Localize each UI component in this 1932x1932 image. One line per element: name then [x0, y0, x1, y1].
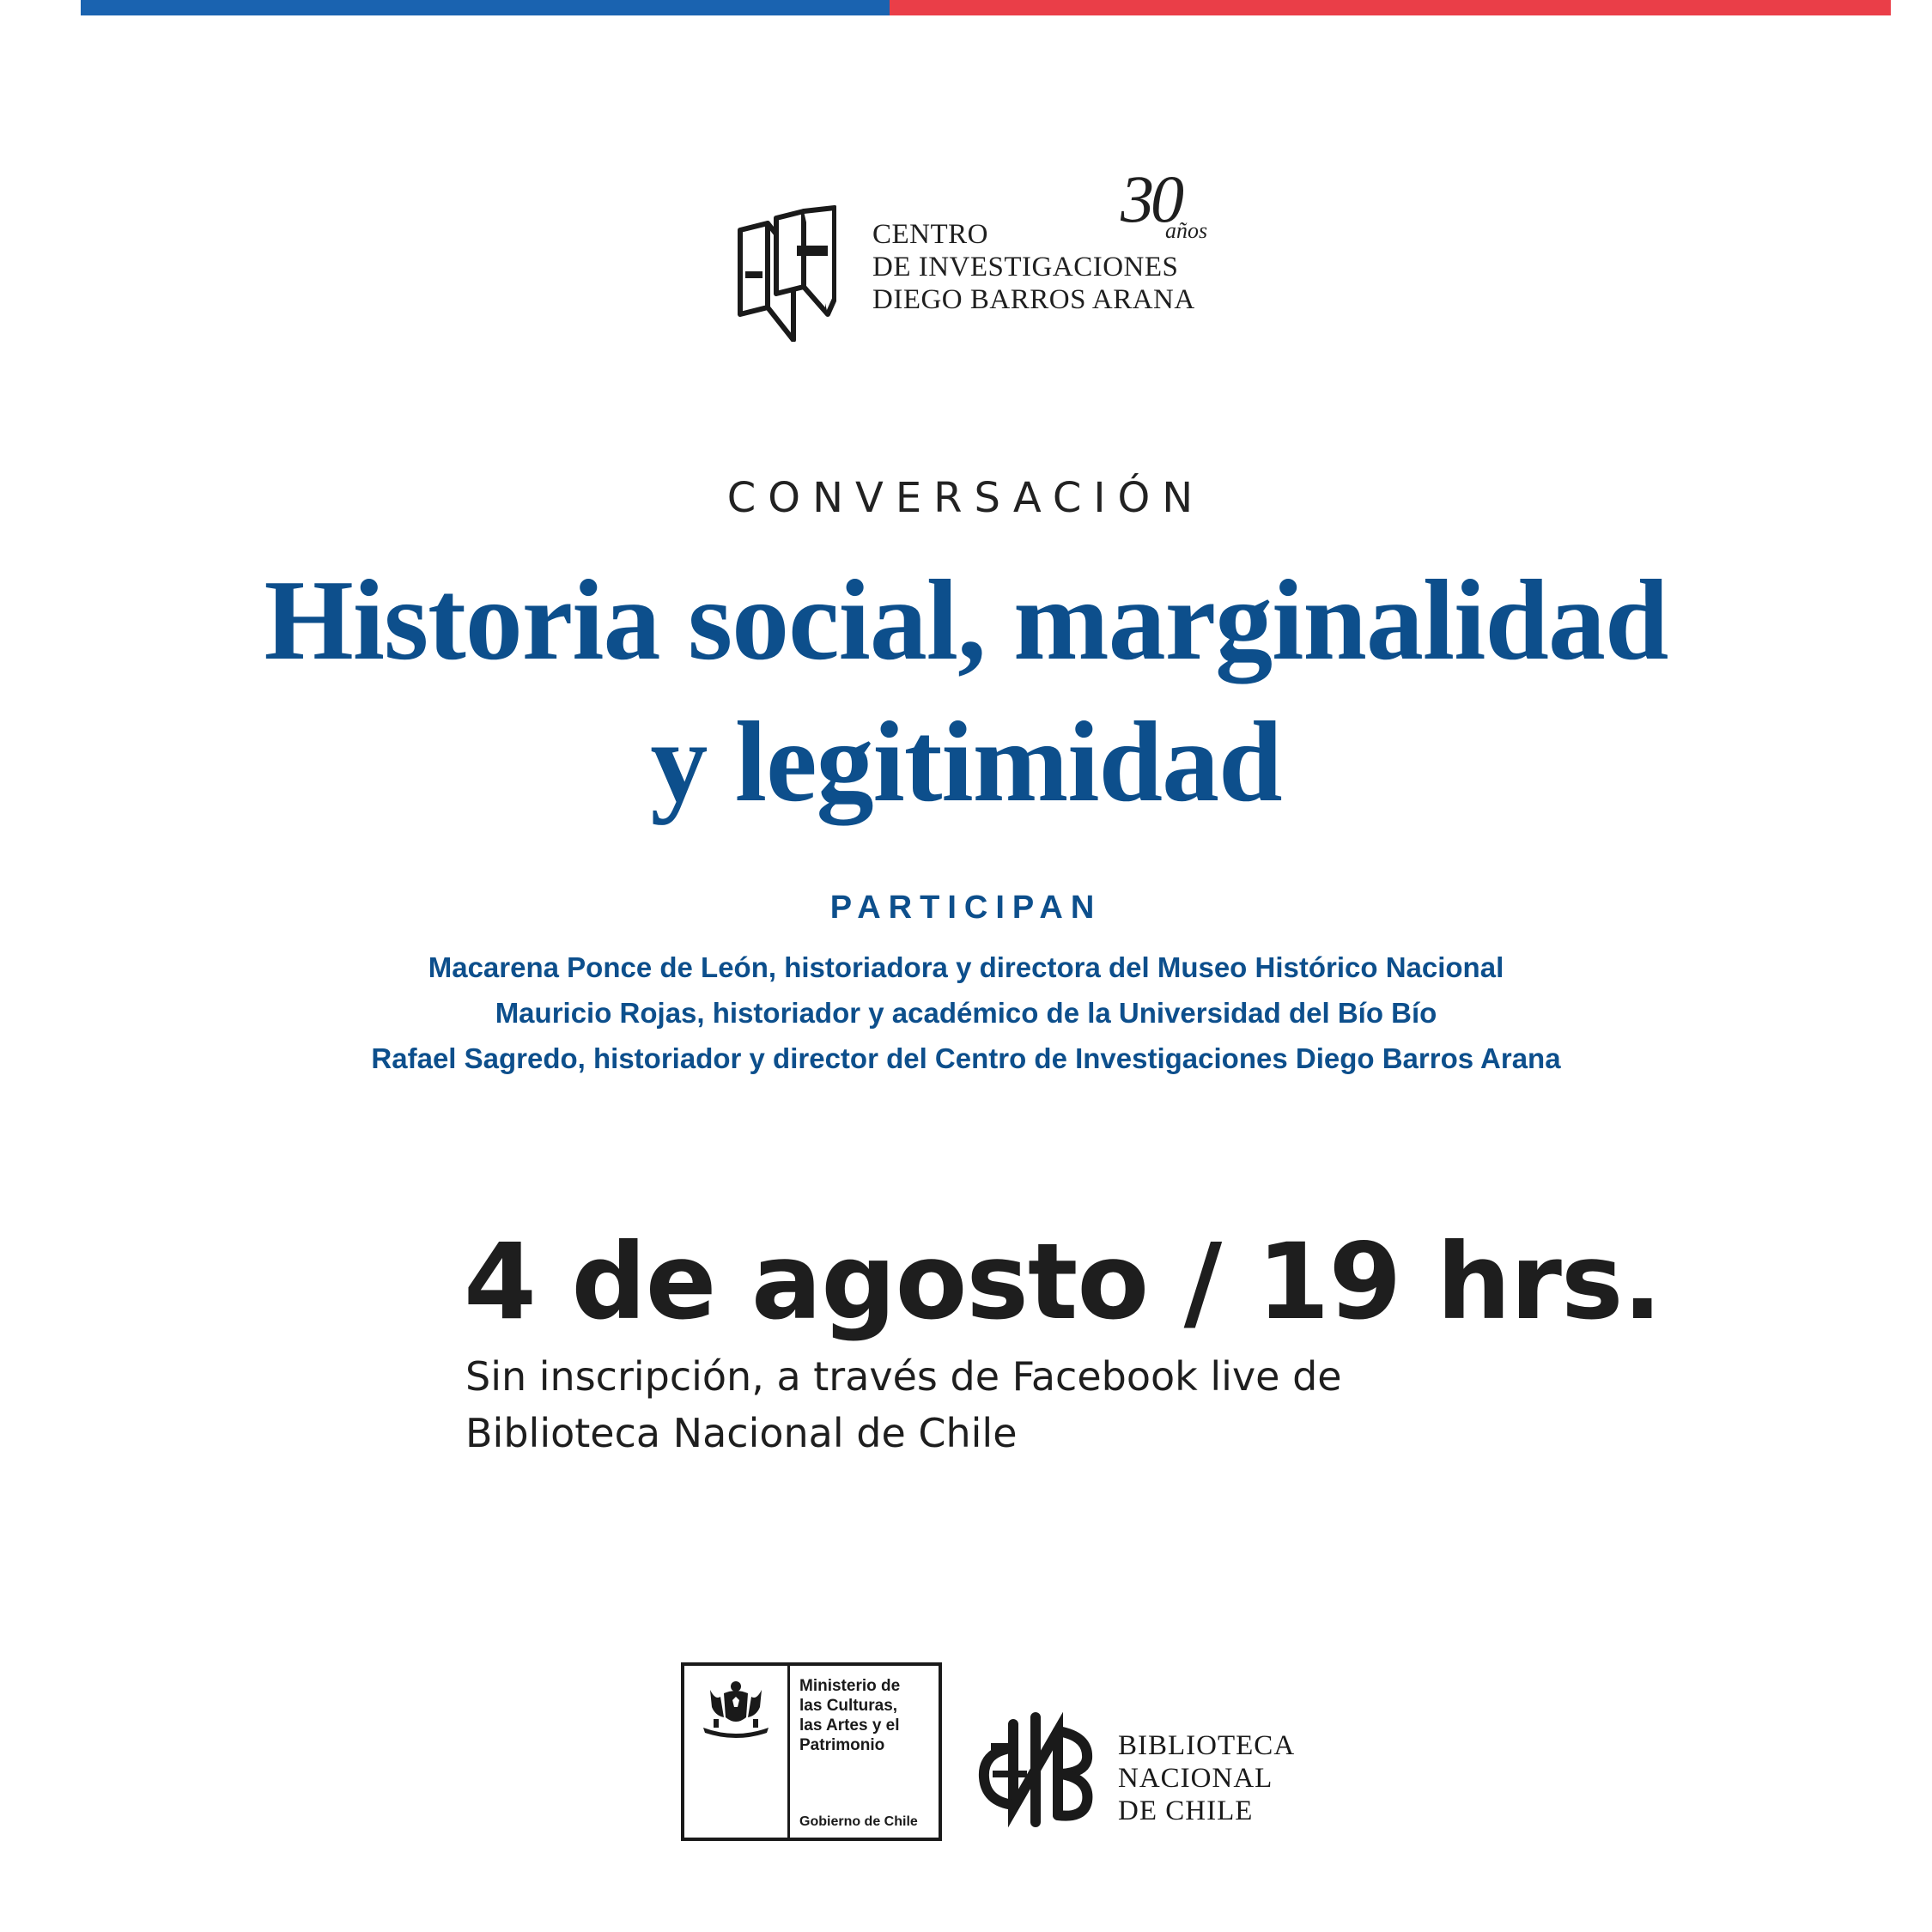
event-title: [0, 550, 1932, 833]
anniversary-mark: [1121, 161, 1224, 251]
flag-bar: [81, 0, 1891, 15]
flag-bar-red: [890, 0, 1891, 15]
ministry-name-line: las Artes y el: [799, 1716, 900, 1735]
participant-item: Rafael Sagredo, historiador y director del Centro de Investigaciones Diego Barros Arana: [371, 1042, 1561, 1074]
event-title-line-2: y legitimidad: [650, 698, 1282, 825]
government-label: Gobierno de Chile: [799, 1814, 918, 1829]
participant-item: Macarena Ponce de León, historiadora y directora del Museo Histórico Nacional: [428, 951, 1504, 983]
ministry-logo: [681, 1662, 942, 1841]
anniversary-number: 30: [1121, 161, 1181, 236]
library-name-line: DE CHILE: [1118, 1795, 1254, 1826]
participant-item: Mauricio Rojas, historiador y académico de la Universidad del Bío Bío: [495, 997, 1437, 1029]
org-name-line-3: DIEGO BARROS ARANA: [872, 284, 1195, 315]
library-name: [1118, 1729, 1295, 1827]
event-date-time: 4 de agosto / 19 hrs.: [464, 1221, 1662, 1343]
ministry-logo-crest-panel: [684, 1666, 790, 1838]
access-line-2: Biblioteca Nacional de Chile: [465, 1410, 1018, 1456]
access-line-1: Sin inscripción, a través de Facebook live de: [465, 1353, 1342, 1400]
books-icon: [733, 170, 836, 342]
participants-label: PARTICIPAN: [829, 890, 1103, 926]
event-kicker: CONVERSACIÓN: [726, 474, 1206, 522]
library-name-line: BIBLIOTECA: [1118, 1730, 1296, 1761]
ministry-name-line: Patrimonio: [799, 1736, 885, 1754]
org-name-line-1: CENTRO: [872, 219, 988, 250]
org-name-line-2: DE INVESTIGACIONES: [872, 252, 1179, 283]
bnc-monogram-icon: [975, 1705, 1096, 1834]
ministry-name-line: Ministerio de: [799, 1677, 901, 1695]
ministry-name: [799, 1676, 937, 1755]
anniversary-word: años: [1165, 218, 1208, 243]
coat-of-arms-icon: [695, 1678, 777, 1740]
flag-bar-blue: [81, 0, 890, 15]
ministry-name-line: las Culturas,: [799, 1697, 898, 1715]
event-access-info: [465, 1348, 1496, 1461]
library-name-line: NACIONAL: [1118, 1763, 1273, 1794]
participants-list: [0, 945, 1932, 1081]
event-title-line-1: Historia social, marginalidad: [264, 556, 1668, 683]
